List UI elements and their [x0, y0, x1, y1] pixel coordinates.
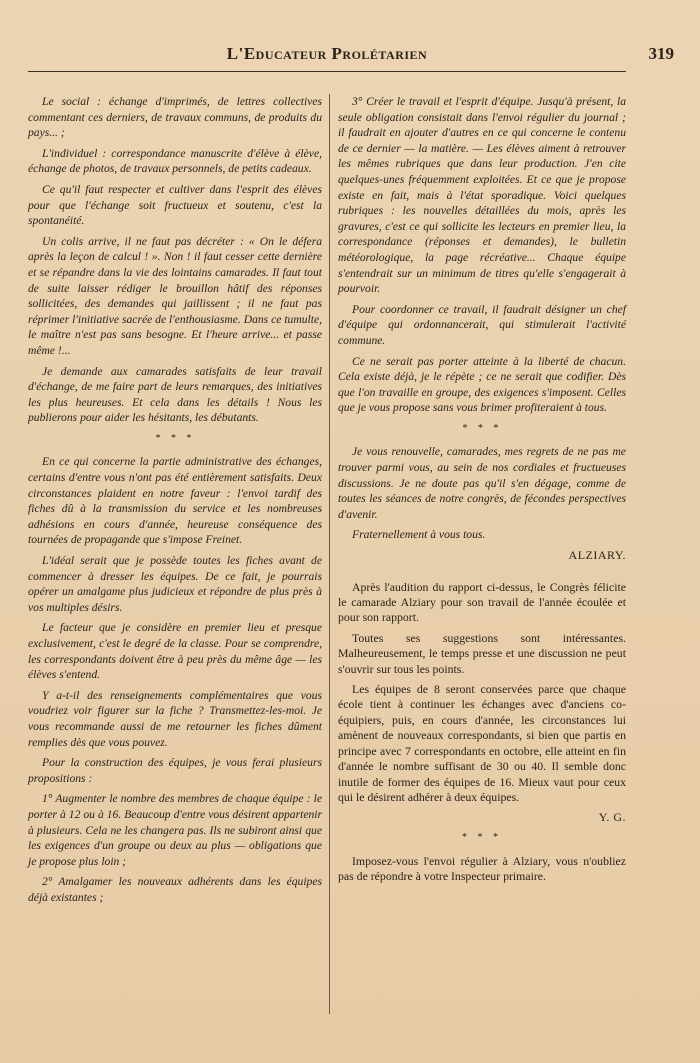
report-conclusion: [338, 94, 626, 543]
paragraph: 3° Créer le travail et l'esprit d'équipe. Jusqu'à présent, la seule obligation consistait dans l'envoi régulier du journal ; il faudrait en ajouter d'autres en ce qui concerne le contenu de ce dernier — la matière. — Les élèves aiment à retrouver les mêmes rubriques que dans leur production. J'en cite quelques-unes fréquemment exploitées. Et ce que je propose existe en fait, mais à l'état sporadique. Voici quelques rubriques : les nouvelles détaillées du mois, après les gravures, c'est ce qui sollicite les lecteurs en premier lieu, la correspondance (réponses et demandes), le bulletin météorologique, la page récréative... Chaque équipe s'entendrait sur un minimum de titres qu'elle s'engagerait à pourvoir.: [338, 95, 626, 296]
paragraph: Ce ne serait pas porter atteinte à la liberté de chacun. Cela existe déjà, je le répète ; ce ne serait que codifier. Dès que l'on travaille en groupe, des exigences s'imposent. Celles que je vous propose sans vous brimer profiteraient à tous.: [338, 354, 626, 415]
paragraph: Je demande aux camarades satisfaits de leur travail d'échange, de me faire part de leurs remarques, des initiatives les plus heureuses. Et cela dans les détails ! Nous les publierons pour aider les hésitants, les débutants.: [28, 364, 322, 425]
signature-yg: Y. G.: [598, 810, 626, 825]
paragraph: 1° Augmenter le nombre des membres de chaque équipe : le porter à 12 ou à 16. Beaucoup d'entre vous désirent appartenir à plusieurs. Cela ne les changera pas. Ils ne subiront ainsi que les exigences d'un groupe ou deux au plus — obligations que je propose plus loin ;: [28, 792, 322, 868]
paragraph: Fraternellement à vous tous.: [352, 528, 486, 542]
running-title: L'Educateur Prolétarien: [226, 44, 428, 63]
paragraph: L'idéal serait que je possède toutes les fiches avant de commencer à dresser les équipes. De ce fait, je pourrais opérer un amalgame plus judicieux et répondre de plus près à vos multiples désirs.: [28, 554, 322, 614]
paragraph: L'individuel : correspondance manuscrite d'élève à élève, échange de photos, de travaux personnels, de petits cadeaux.: [28, 146, 322, 176]
closing-note: [338, 854, 626, 885]
paragraph: Pour coordonner ce travail, il faudrait désigner un chef d'équipe qui ordonnancerait, qui stimulerait l'activité commune.: [338, 302, 626, 347]
paragraph: Le facteur que je considère en premier lieu et presque exclusivement, c'est le degré de la classe. Pour se comprendre, les correspondants doivent être à peu près du même âge — les élèves s'entend.: [28, 621, 322, 682]
paragraph: Les équipes de 8 seront conservées parce que chaque école tient à continuer les échanges avec d'anciens co-équipiers, puis, en cours d'année, les circonstances lui amènent de nouveaux correspondants, si bien que partis en principe avec 7 correspondants en octobre, elle atteint en fin d'année le nombre suffisant de 30 ou 40. Il semble donc inutile de former des équipes de 16. Mieux vaut pour ceux qui le désirent adhérer à deux équipes.: [338, 682, 626, 804]
paragraph: Après l'audition du rapport ci-dessus, le Congrès félicite le camarade Alziary pour son travail de l'année écoulée et pour son rapport.: [338, 579, 626, 625]
header-rule: [28, 71, 626, 72]
paragraph: Le social : échange d'imprimés, de lettres collectives commentant ces derniers, de travaux communs, de produits du pays... ;: [28, 95, 322, 140]
signature-alziary: ALZIARY.: [568, 548, 626, 563]
section-separator: * * *: [462, 422, 502, 434]
paragraph: Y a-t-il des renseignements complémentaires que vous voudriez voir figurer sur la fiche ? Transmettez-les-moi. Je vous recommande aussi de me retourner les fiches dûment remplies dès que vous pouvez.: [28, 688, 322, 749]
congress-resolution: [338, 580, 626, 806]
column-divider: [329, 94, 330, 1014]
section-separator: * * *: [155, 432, 195, 444]
paragraph: Un colis arrive, il ne faut pas décréter : « On le défera après la leçon de calcul ! ». Non ! il faut cesser cette dernière et se répandre dans la vie des lointains camarades. Il faut tout de suite laisser rédiger le brouillon hâtif des réponses sollicitées, des demandes qui jaillissent ; il ne faut pas réprimer l'initiative sacrée de l'enthousiasme. Dans ce tumulte, le maître n'est pas sans besogne. Et l'heure arrive... et passe même !...: [28, 234, 322, 357]
paragraph: Imposez-vous l'envoi régulier à Alziary, vous n'oubliez pas de répondre à votre Inspecteur primaire.: [338, 853, 626, 883]
page-number: 319: [648, 44, 674, 63]
paragraph: Pour la construction des équipes, je vous ferai plusieurs propositions :: [28, 756, 322, 785]
paragraph: Ce qu'il faut respecter et cultiver dans l'esprit des élèves pour que l'échange soit fructueux et soutenu, c'est la spontanéité.: [28, 182, 322, 228]
paragraph: Toutes ses suggestions sont intéressantes. Malheureusement, le temps presse et une discussion ne peut s'ouvrir sur tous les points.: [338, 630, 626, 676]
page-header: [28, 44, 674, 72]
paragraph: 2° Amalgamer les nouveaux adhérents dans les équipes déjà existantes ;: [28, 875, 322, 904]
section-separator: * * *: [462, 831, 502, 843]
right-column: [338, 94, 626, 889]
paragraph: Je vous renouvelle, camarades, mes regrets de ne pas me trouver parmi vous, au sein de nos cordiales et fructueuses discussions. Je ne doute pas qu'il s'en dégage, comme de toutes les séances de notre congrès, de fécondes perspectives d'avenir.: [338, 445, 626, 521]
left-column: [28, 94, 322, 911]
paragraph: En ce qui concerne la partie administrative des échanges, certains d'entre vous n'ont pas été entièrement satisfaits. Deux circonstances plaident en notre faveur : l'envoi tardif des fiches dû à la transmission du service et les nombreuses adhésions en cours d'année, heureuse conséquence des tournées de propagande que s'impose Freinet.: [28, 455, 322, 547]
